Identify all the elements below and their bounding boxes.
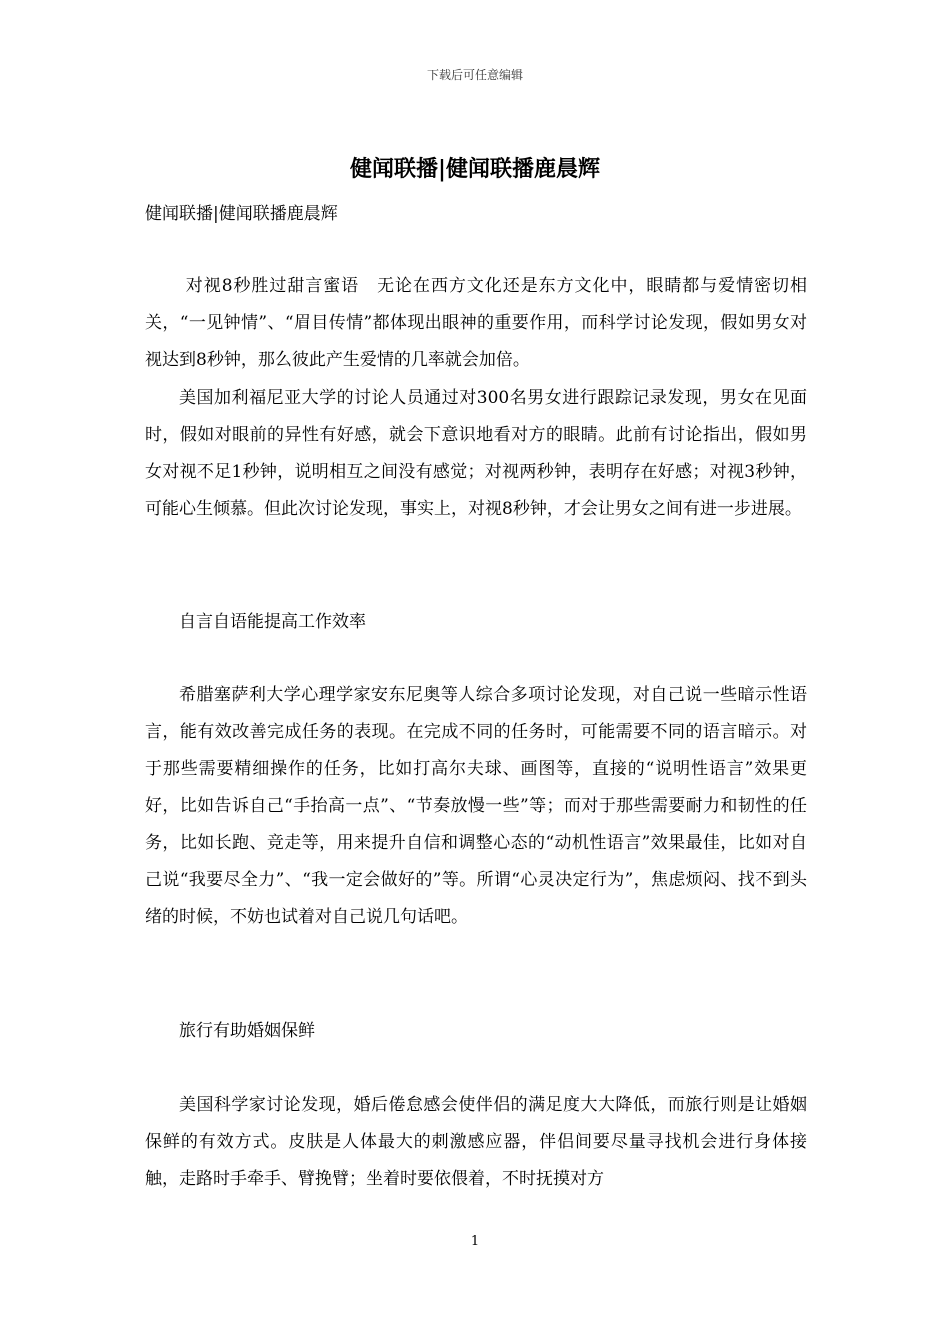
page-header-note: 下载后可任意编辑 xyxy=(426,68,523,82)
paragraph-travel: 美国科学家讨论发现，婚后倦怠感会使伴侣的满足度大大降低，而旅行则是让婚姻保鲜的有效方式。皮肤是人体最大的刺激感应器，伴侣间要尽量寻找机会进行身体接触，走路时手牵手、臂挽臂；坐着时要依偎着，不时抚摸对方 xyxy=(145,1095,807,1189)
paragraph-self-talk: 希腊塞萨利大学心理学家安东尼奥等人综合多项讨论发现，对自己说一些暗示性语言，能有效改善完成任务的表现。在完成不同的任务时，可能需要不同的语言暗示。对于那些需要精细操作的任务，比如打高尔夫球、画图等，直接的“说明性语言”效果更好，比如告诉自己“手抬高一点”、“节奏放慢一些”等；而对于那些需要耐力和韧性的任务，比如长跑、竞走等，用来提升自信和调整心态的“动机性语言”效果最佳，比如对自己说“我要尽全力”、“我一定会做好的”等。所谓“心灵决定行为”，焦虑烦闷、找不到头绪的时候，不妨也试着对自己说几句话吧。 xyxy=(145,685,807,927)
page-number: 1 xyxy=(470,1234,480,1249)
document-title: 健闻联播|健闻联播鹿晨辉 xyxy=(349,156,600,182)
document-subtitle: 健闻联播|健闻联播鹿晨辉 xyxy=(145,204,338,224)
section-heading-travel: 旅行有助婚姻保鲜 xyxy=(179,1021,315,1041)
paragraph-california-study: 美国加利福尼亚大学的讨论人员通过对300名男女进行跟踪记录发现，男女在见面时，假如对眼前的异性有好感，就会下意识地看对方的眼睛。此前有讨论指出，假如男女对视不足1秒钟，说明相互之间没有感觉；对视两秒钟，表明存在好感；对视3秒钟，可能心生倾慕。但此次讨论发现，事实上，对视8秒钟，才会让男女之间有进一步进展。 xyxy=(145,388,807,519)
section-heading-self-talk: 自言自语能提高工作效率 xyxy=(179,612,366,632)
paragraph-eye-contact: 对视8秒胜过甜言蜜语 无论在西方文化还是东方文化中，眼睛都与爱情密切相关，“一见钟情”、“眉目传情”都体现出眼神的重要作用，而科学讨论发现，假如男女对视达到8秒钟，那么彼此产生爱情的几率就会加倍。 xyxy=(145,276,807,370)
